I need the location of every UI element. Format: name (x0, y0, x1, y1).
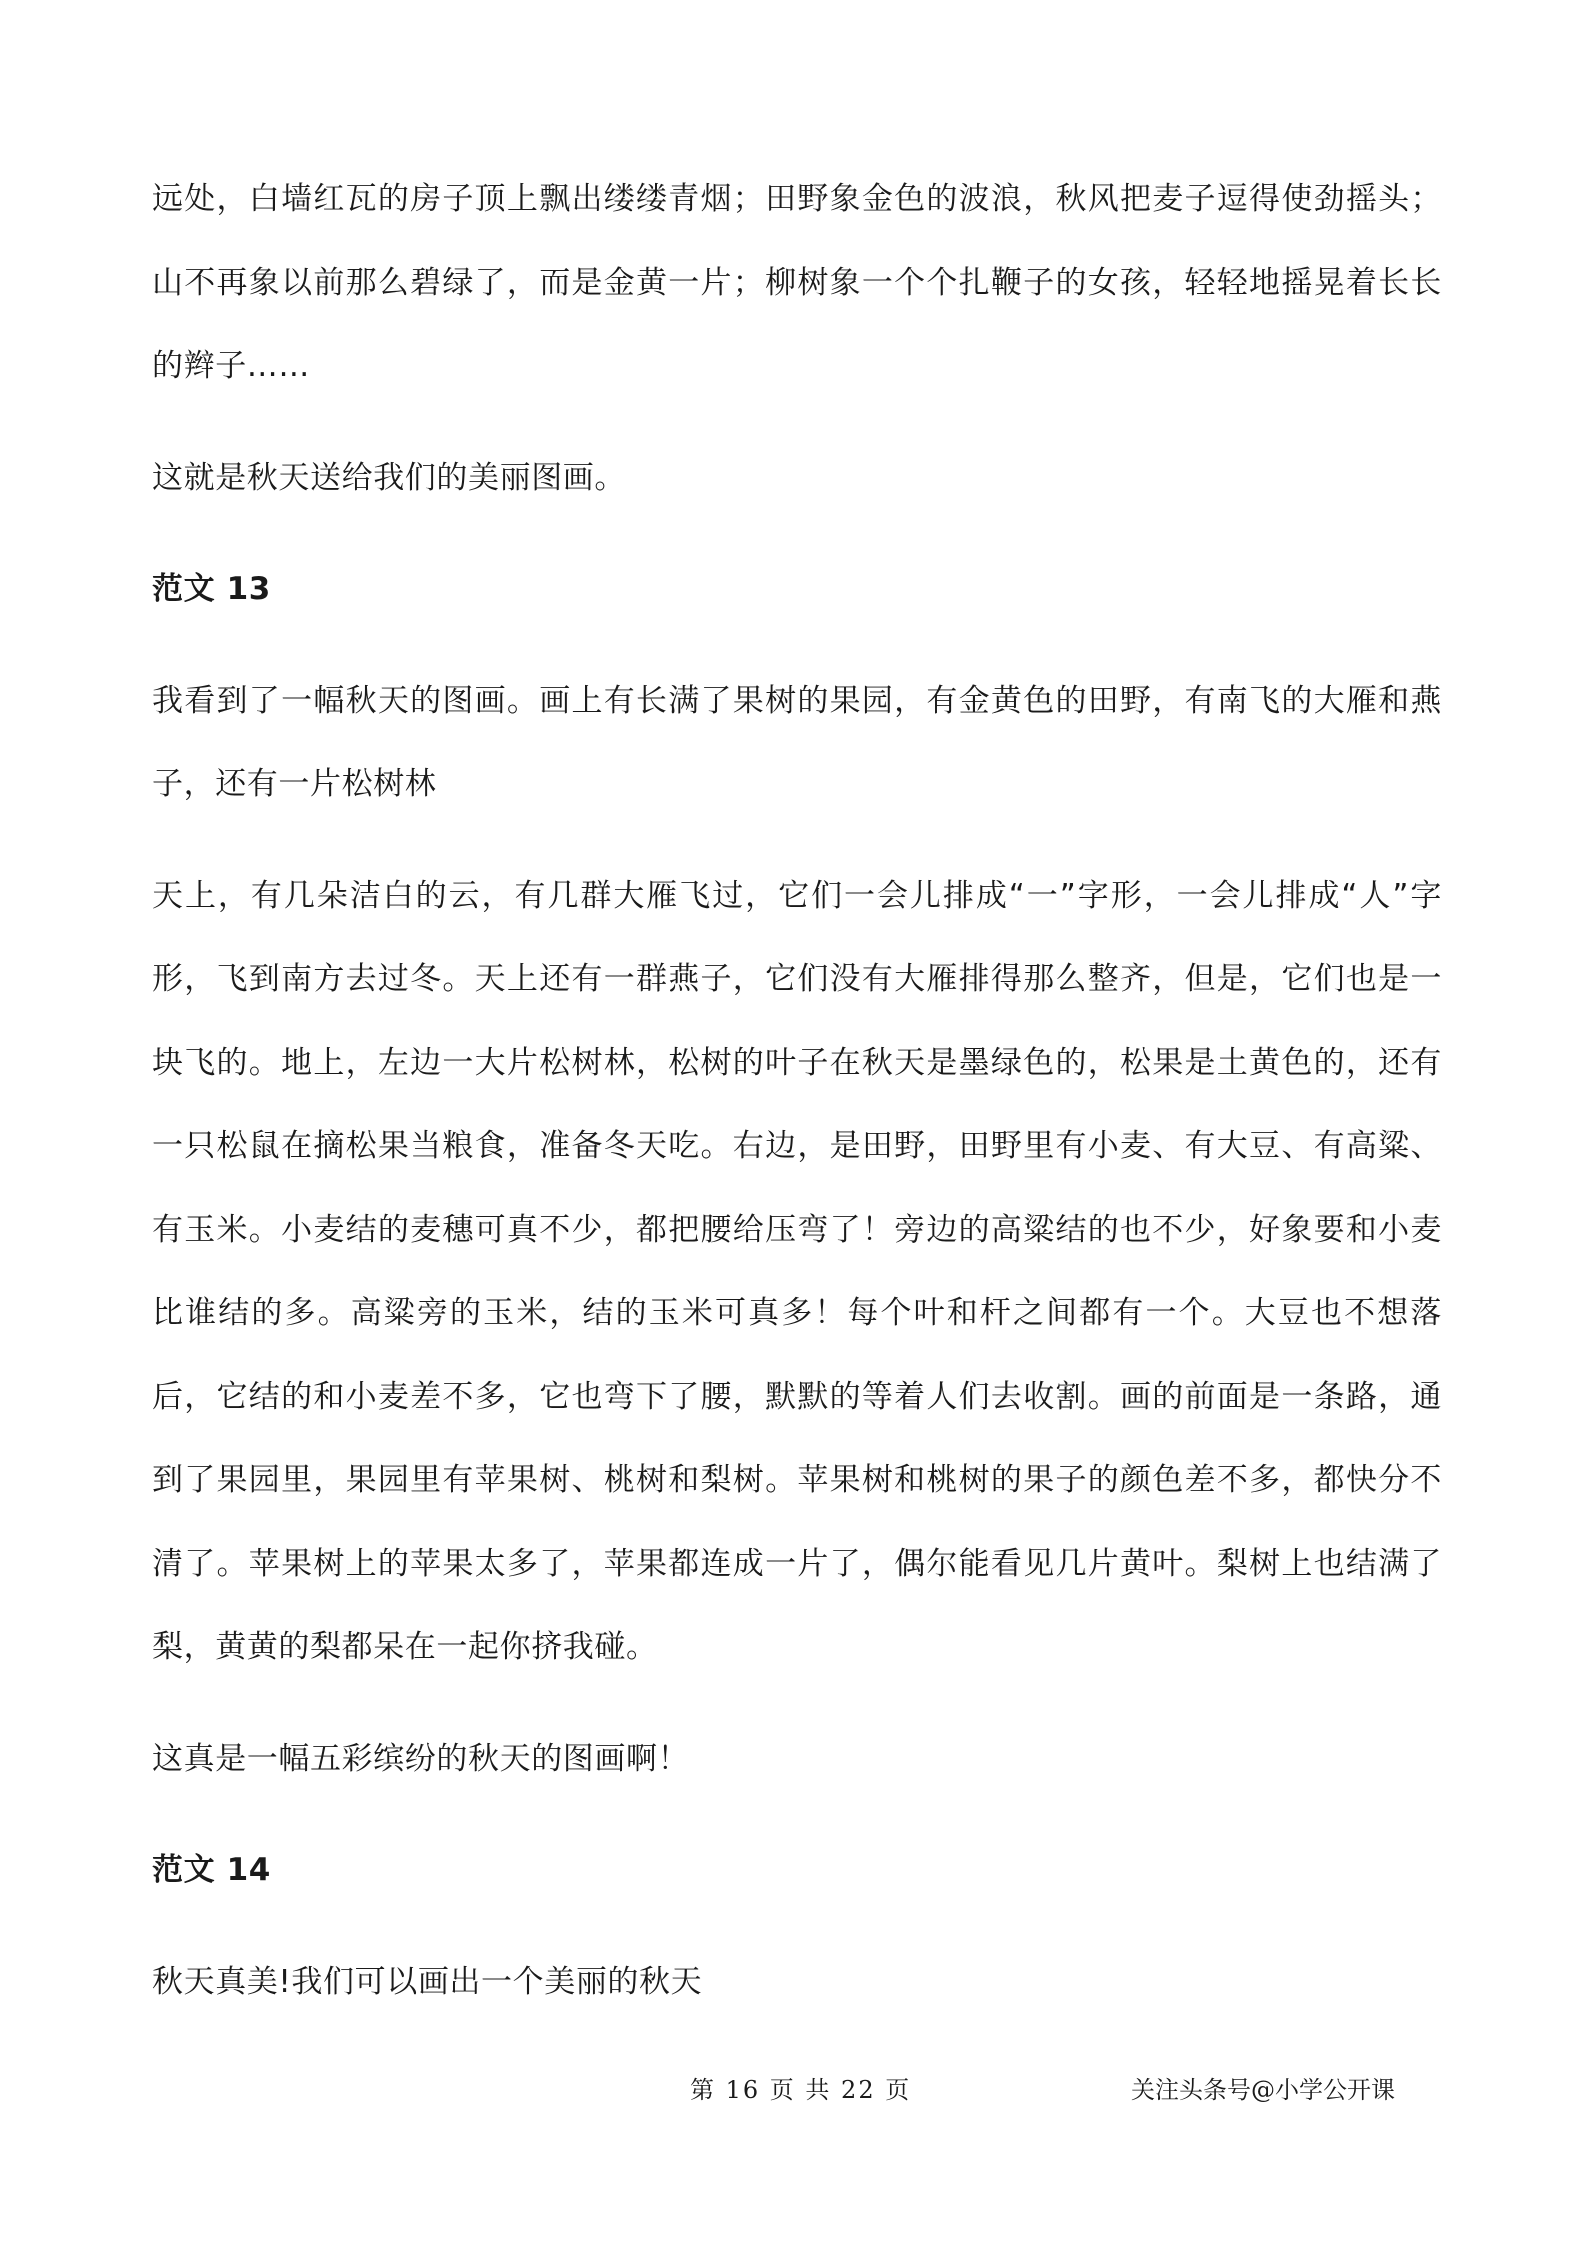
paragraph: 秋天真美!我们可以画出一个美丽的秋天 (152, 1963, 703, 2000)
paragraph: 我看到了一幅秋天的图画。画上有长满了果树的果园，有金黄色的田野，有南飞的大雁和燕子，还有一片松树林 (152, 682, 1442, 802)
document-body (152, 158, 1442, 2024)
follow-text: 关注头条号@小学公开课 (1131, 2076, 1395, 2104)
section-heading: 范文 13 (152, 571, 271, 607)
page-number: 第 16 页 共 22 页 (690, 2076, 912, 2104)
page-footer (0, 2070, 1587, 2110)
paragraph: 远处，白墙红瓦的房子顶上飘出缕缕青烟；田野象金色的波浪，秋风把麦子逗得使劲摇头；山不再象以前那么碧绿了，而是金黄一片；柳树象一个个扎鞭子的女孩，轻轻地摇晃着长长的辫子…… (152, 181, 1442, 384)
paragraph: 这真是一幅五彩缤纷的秋天的图画啊！ (152, 1740, 690, 1777)
paragraph: 天上，有几朵洁白的云，有几群大雁飞过，它们一会儿排成“一”字形，一会儿排成“人”字形，飞到南方去过冬。天上还有一群燕子，它们没有大雁排得那么整齐，但是，它们也是一块飞的。地上，左边一大片松树林，松树的叶子在秋天是墨绿色的，松果是土黄色的，还有一只松鼠在摘松果当粮食，准备冬天吃。右边，是田野，田野里有小麦、有大豆、有高粱、有玉米。小麦结的麦穗可真不少，都把腰给压弯了！旁边的高粱结的也不少，好象要和小麦比谁结的多。高粱旁的玉米，结的玉米可真多！每个叶和杆之间都有一个。大豆也不想落后，它结的和小麦差不多，它也弯下了腰，默默的等着人们去收割。画的前面是一条路，通到了果园里，果园里有苹果树、桃树和梨树。苹果树和桃树的果子的颜色差不多，都快分不清了。苹果树上的苹果太多了，苹果都连成一片了，偶尔能看见几片黄叶。梨树上也结满了梨，黄黄的梨都呆在一起你挤我碰。 (152, 877, 1442, 1665)
paragraph: 这就是秋天送给我们的美丽图画。 (152, 459, 626, 496)
section-heading: 范文 14 (152, 1852, 271, 1888)
